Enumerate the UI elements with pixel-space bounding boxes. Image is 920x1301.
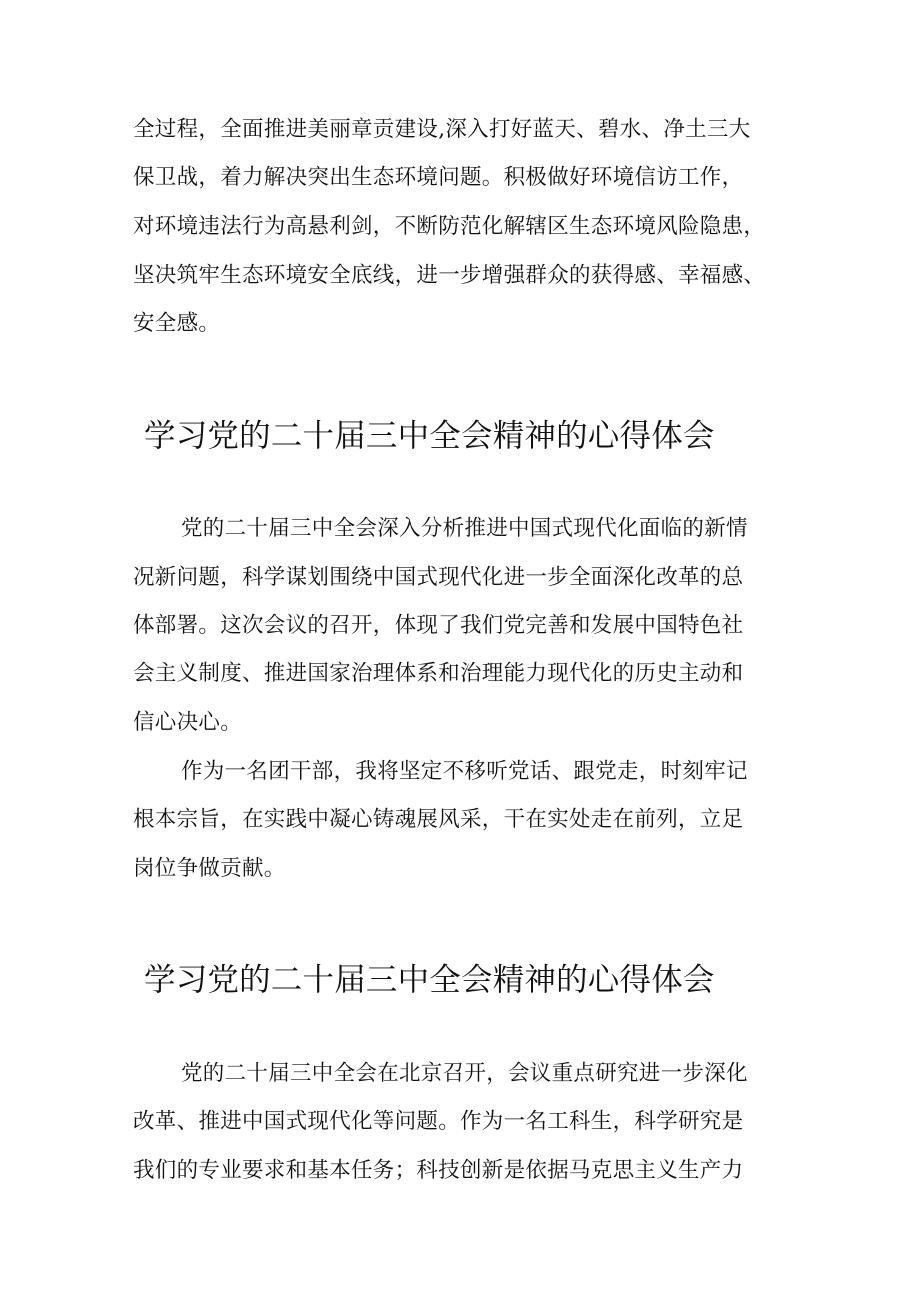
- paragraph-line: 安全感。: [133, 311, 221, 336]
- paragraph-line: 根本宗旨，在实践中凝心铸魂展风采，干在实处走在前列，立足: [133, 807, 744, 832]
- section-heading: 学习党的二十届三中全会精神的心得体会: [144, 962, 715, 998]
- paragraph-line: 全过程，全面推进美丽章贡建设,深入打好蓝天、碧水、净土三大: [133, 117, 751, 142]
- paragraph-line: 体部署。这次会议的召开，体现了我们党完善和发展中国特色社: [133, 613, 744, 638]
- paragraph-line: 会主义制度、推进国家治理体系和治理能力现代化的历史主动和: [133, 661, 744, 686]
- paragraph-line: 党的二十届三中全会在北京召开，会议重点研究进一步深化: [181, 1061, 748, 1086]
- paragraph-line: 党的二十届三中全会深入分析推进中国式现代化面临的新情: [181, 516, 748, 541]
- paragraph-line: 况新问题，科学谋划围绕中国式现代化进一步全面深化改革的总: [133, 565, 744, 590]
- paragraph-line: 岗位争做贡献。: [133, 856, 286, 881]
- paragraph-line: 保卫战，着力解决突出生态环境问题。积极做好环境信访工作，: [133, 165, 744, 190]
- section-heading: 学习党的二十届三中全会精神的心得体会: [144, 418, 715, 454]
- paragraph-line: 我们的专业要求和基本任务；科技创新是依据马克思主义生产力: [133, 1158, 744, 1183]
- paragraph-line: 信心决心。: [133, 710, 243, 735]
- paragraph-line: 改革、推进中国式现代化等问题。作为一名工科生，科学研究是: [133, 1109, 744, 1134]
- paragraph-line: 坚决筑牢生态环境安全底线，进一步增强群众的获得感、幸福感、: [133, 263, 766, 288]
- paragraph-line: 对环境违法行为高悬利剑，不断防范化解辖区生态环境风险隐患，: [133, 214, 766, 239]
- paragraph-line: 作为一名团干部，我将坚定不移听党话、跟党走，时刻牢记: [181, 759, 748, 784]
